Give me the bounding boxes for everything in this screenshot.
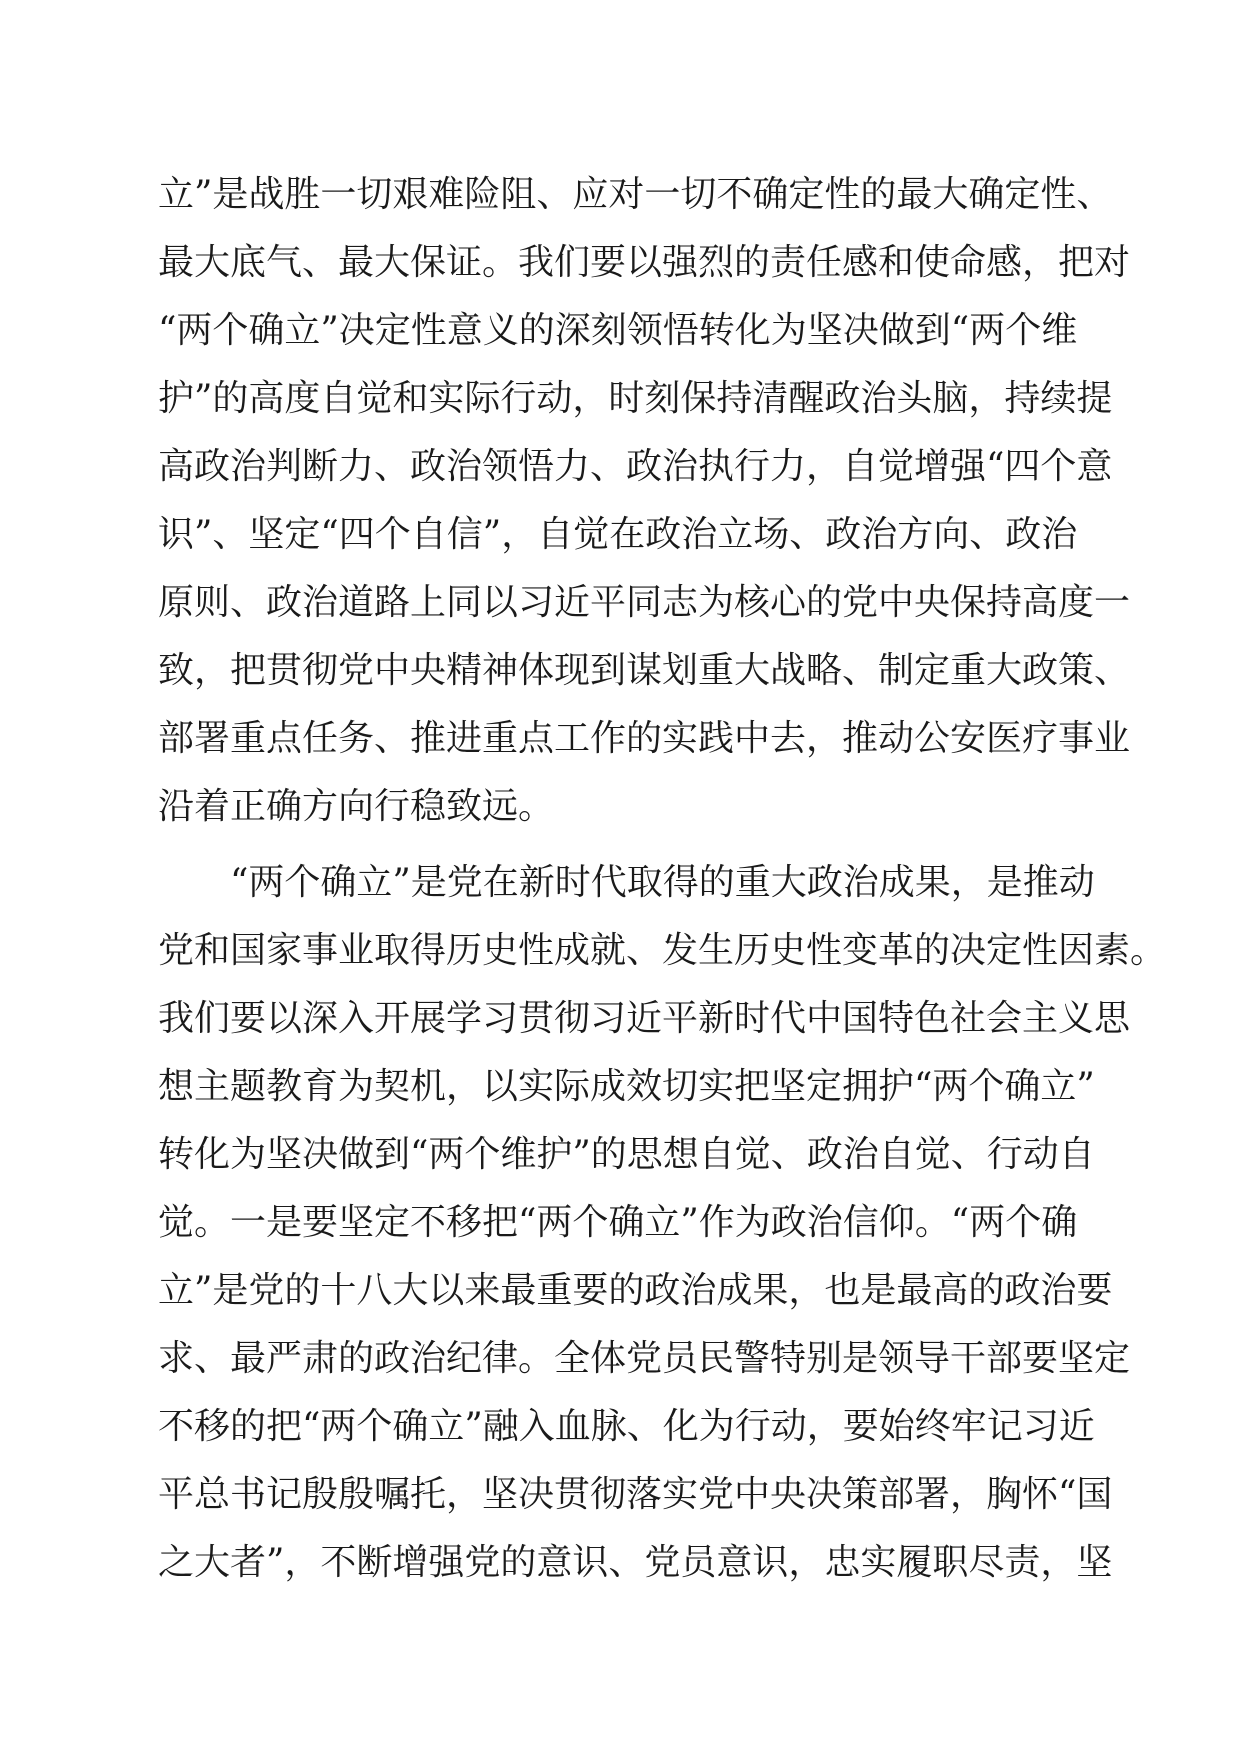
text-line: 立”是战胜一切艰难险阻、应对一切不确定性的最大确定性、	[158, 174, 1113, 215]
text-line: 致，把贯彻党中央精神体现到谋划重大战略、制定重大政策、	[158, 650, 1131, 691]
text-line: 平总书记殷殷嘱托，坚决贯彻落实党中央决策部署，胸怀“国	[158, 1474, 1113, 1515]
text-line: 原则、政治道路上同以习近平同志为核心的党中央保持高度一	[158, 582, 1131, 623]
text-line: 求、最严肃的政治纪律。全体党员民警特别是领导干部要坚定	[158, 1338, 1131, 1379]
paragraph-1	[158, 161, 1131, 841]
text-line: 立”是党的十八大以来最重要的政治成果，也是最高的政治要	[158, 1270, 1113, 1311]
text-line: 沿着正确方向行稳致远。	[158, 786, 555, 827]
text-line: 之大者”，不断增强党的意识、党员意识，忠实履职尽责，坚	[158, 1542, 1113, 1583]
text-line: 转化为坚决做到“两个维护”的思想自觉、政治自觉、行动自	[158, 1134, 1095, 1175]
text-line: 不移的把“两个确立”融入血脉、化为行动，要始终牢记习近	[158, 1406, 1095, 1447]
text-line: 识”、坚定“四个自信”，自觉在政治立场、政治方向、政治	[158, 514, 1078, 555]
text-line: 想主题教育为契机，以实际成效切实把坚定拥护“两个确立”	[158, 1066, 1095, 1107]
text-line: “两个确立”决定性意义的深刻领悟转化为坚决做到“两个维	[158, 310, 1078, 351]
text-line: “两个确立”是党在新时代取得的重大政治成果，是推动	[230, 862, 1095, 903]
paragraph-spacer	[158, 841, 1098, 849]
text-line: 最大底气、最大保证。我们要以强烈的责任感和使命感，把对	[158, 242, 1131, 283]
text-line: 高政治判断力、政治领悟力、政治执行力，自觉增强“四个意	[158, 446, 1113, 487]
text-line: 党和国家事业取得历史性成就、发生历史性变革的决定性因素。	[158, 930, 1167, 971]
text-line: 部署重点任务、推进重点工作的实践中去，推动公安医疗事业	[158, 718, 1131, 759]
text-line: 觉。一是要坚定不移把“两个确立”作为政治信仰。“两个确	[158, 1202, 1078, 1243]
text-line: 护”的高度自觉和实际行动，时刻保持清醒政治头脑，持续提	[158, 378, 1113, 419]
body-text	[158, 161, 1167, 1597]
paragraph-2	[158, 849, 1167, 1597]
text-line: 我们要以深入开展学习贯彻习近平新时代中国特色社会主义思	[158, 998, 1131, 1039]
